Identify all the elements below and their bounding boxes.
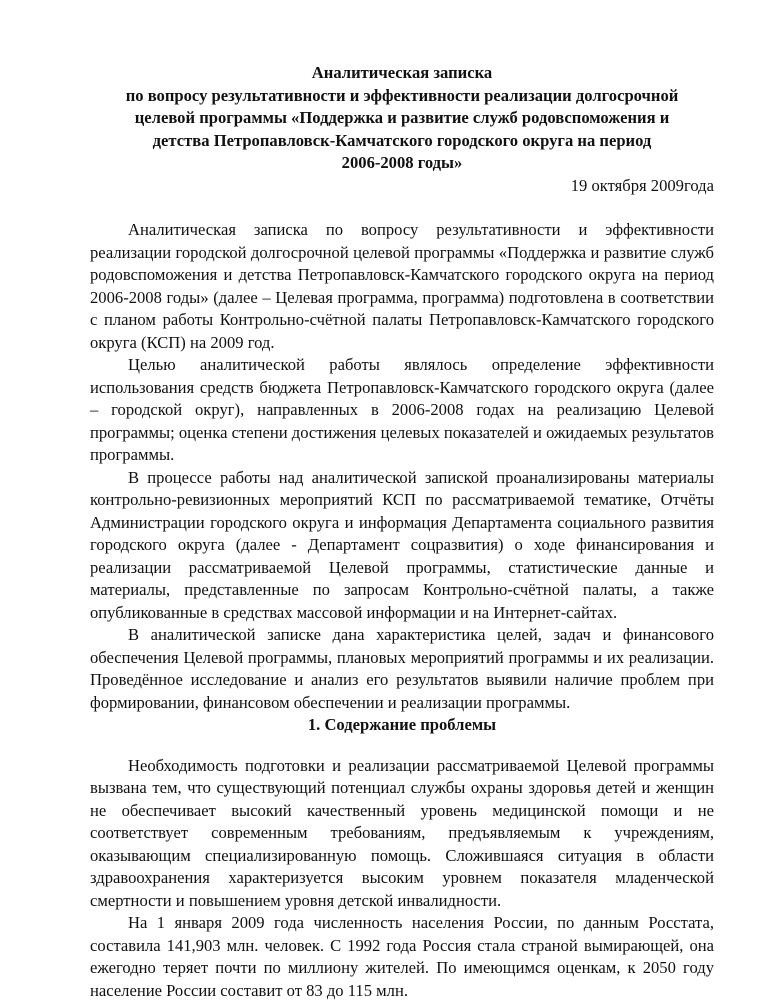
title-line: детства Петропавловск-Камчатского городского округа на период xyxy=(152,130,652,150)
paragraph: Целью аналитической работы являлось определение эффективности использования средств бюджета Петропавловск-Камчатского городского округа (далее – городской округ), направленных в 2006-2008 годах на реализацию Целевой программы; оценка степени достижения целевых показателей и ожидаемых результатов программы. xyxy=(90,355,714,464)
title-line: Аналитическая записка xyxy=(311,63,493,82)
title-line: 2006-2008 годы» xyxy=(341,153,463,172)
paragraph: В процессе работы над аналитической запиской проанализированы материалы контрольно-ревизионных мероприятий КСП по рассматриваемой тематике, Отчёты Администрации городского округа и информация Департамента социального развития городского округа (далее - Департамент соцразвития) о ходе финансирования и реализации рассматриваемой Целевой программы, статистические данные и материалы, представленные по запросам Контрольно-счётной палаты, а также опубликованные в средствах массовой информации и на Интернет-сайтах. xyxy=(90,467,714,622)
title-line: целевой программы «Поддержка и развитие служб родовспоможения и xyxy=(134,108,670,127)
paragraph: В аналитической записке дана характеристика целей, задач и финансового обеспечения Целевой программы, плановых мероприятий программы и их реализации. Проведённое исследование и анализ его результатов выявили наличие проблем при формировании, финансовом обеспечении и реализации программы. xyxy=(90,625,714,712)
paragraph: Аналитическая записка по вопросу результативности и эффективности реализации городской долгосрочной целевой программы «Поддержка и развитие служб родовспоможения и детства Петропавловск-Камчатского городского округа на период 2006-2008 годы» (далее – Целевая программа, программа) подготовлена в соответствии с планом работы Контрольно-счётной палаты Петропавловск-Камчатского городского округа (КСП) на 2009 год. xyxy=(90,220,714,352)
title-line: по вопросу результативности и эффективности реализации долгосрочной xyxy=(125,85,679,105)
document-page xyxy=(90,62,714,1002)
document-title xyxy=(90,62,714,175)
document-date: 19 октября 2009года xyxy=(570,175,714,195)
paragraph: Необходимость подготовки и реализации рассматриваемой Целевой программы вызвана тем, что существующий потенциал службы охраны здоровья детей и женщин не обеспечивает высокий качественный уровень медицинской помощи и не соответствует современным требованиям, предъявляемым к учреждениям, оказывающим специализированную помощь. Сложившаяся ситуация в области здравоохранения характеризуется высоким уровнем показателя младенческой смертности и повышением уровня детской инвалидности. xyxy=(90,755,714,910)
section-heading: 1. Содержание проблемы xyxy=(307,715,497,734)
paragraph: На 1 января 2009 года численность населения России, по данным Росстата, составила 141,903 млн. человек. С 1992 года Россия стала страной вымирающей, она ежегодно теряет почти по миллиону жителей. По имеющимся оценкам, к 2050 году население России составит от 83 до 115 млн. xyxy=(90,913,714,1000)
